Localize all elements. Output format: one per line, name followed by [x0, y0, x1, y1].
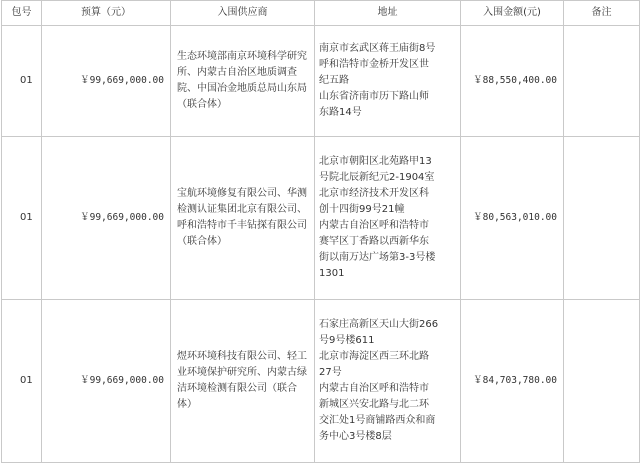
table-row [2, 137, 640, 300]
amount-cell: ￥88,550,400.00 [461, 26, 564, 137]
address-line: 南京市玄武区蒋王庙街8号 [319, 43, 436, 54]
supplier-line: 洁环境检测有限公司（联合 [177, 383, 297, 394]
address-cell [315, 137, 461, 300]
supplier-cell [171, 137, 315, 300]
address-line: 内蒙古自治区呼和浩特市 [319, 220, 429, 231]
address-line: 号院北辰新纪元2-1904室 [319, 172, 435, 183]
address-line: 新城区兴安北路与北二环 [319, 399, 429, 410]
address-line: 北京市海淀区西三环北路 [319, 351, 429, 362]
address-line: 北京市经济技术开发区科 [319, 188, 429, 199]
amount-cell: ￥84,703,780.00 [461, 300, 564, 463]
budget-cell: ￥99,669,000.00 [42, 137, 171, 300]
table-header-row [2, 1, 640, 26]
budget-cell: ￥99,669,000.00 [42, 300, 171, 463]
address-line: 呼和浩特市金桥开发区世 [319, 59, 429, 70]
supplier-line: 所、内蒙古自治区地质调查 [177, 67, 297, 78]
header-remarks: 备注 [564, 1, 640, 26]
address-line: 内蒙古自治区呼和浩特市 [319, 383, 429, 394]
address-line: 交汇处1号商铺路西众和商 [319, 415, 436, 426]
remarks-cell [564, 137, 640, 300]
supplier-line: 院、中国冶金地质总局山东局 [177, 83, 307, 94]
header-package-no: 包号 [2, 1, 42, 26]
address-line: 东路14号 [319, 107, 362, 118]
package-no-cell: 01 [2, 137, 42, 300]
package-no-cell: 01 [2, 26, 42, 137]
header-amount: 入围金额(元) [461, 1, 564, 26]
supplier-line: （联合体） [177, 236, 227, 247]
address-line: 街以南万达广场第3-3号楼 [319, 252, 436, 263]
header-budget: 预算（元） [42, 1, 171, 26]
address-line: 创十四街99号21幢 [319, 204, 405, 215]
supplier-line: 体） [177, 399, 197, 410]
supplier-line: 检测认证集团北京有限公司、 [177, 204, 307, 215]
supplier-line: 生态环境部南京环境科学研究 [177, 51, 307, 62]
supplier-cell [171, 26, 315, 137]
supplier-line: 宝航环境修复有限公司、华测 [177, 188, 307, 199]
bid-results-table [1, 0, 640, 463]
address-cell [315, 300, 461, 463]
supplier-cell [171, 300, 315, 463]
header-supplier: 入围供应商 [171, 1, 315, 26]
address-line: 务中心3号楼8层 [319, 431, 392, 442]
table-row [2, 26, 640, 137]
address-cell [315, 26, 461, 137]
supplier-line: （联合体） [177, 99, 227, 110]
address-line: 北京市朝阳区北苑路甲13 [319, 156, 432, 167]
remarks-cell [564, 300, 640, 463]
supplier-line: 煜环环境科技有限公司、轻工 [177, 351, 307, 362]
remarks-cell [564, 26, 640, 137]
amount-cell: ￥80,563,010.00 [461, 137, 564, 300]
address-line: 1301 [319, 268, 345, 279]
package-no-cell: 01 [2, 300, 42, 463]
supplier-line: 业环境保护研究所、内蒙古绿 [177, 367, 307, 378]
address-line: 纪五路 [319, 75, 349, 86]
address-line: 号9号楼611 [319, 335, 375, 346]
table-row [2, 300, 640, 463]
address-line: 石家庄高新区天山大街266 [319, 319, 439, 330]
address-line: 赛罕区丁香路以西新华东 [319, 236, 429, 247]
address-line: 山东省济南市历下路山师 [319, 91, 429, 102]
address-line: 27号 [319, 367, 342, 378]
budget-cell: ￥99,669,000.00 [42, 26, 171, 137]
header-address: 地址 [315, 1, 461, 26]
supplier-line: 呼和浩特市千丰钻探有限公司 [177, 220, 307, 231]
